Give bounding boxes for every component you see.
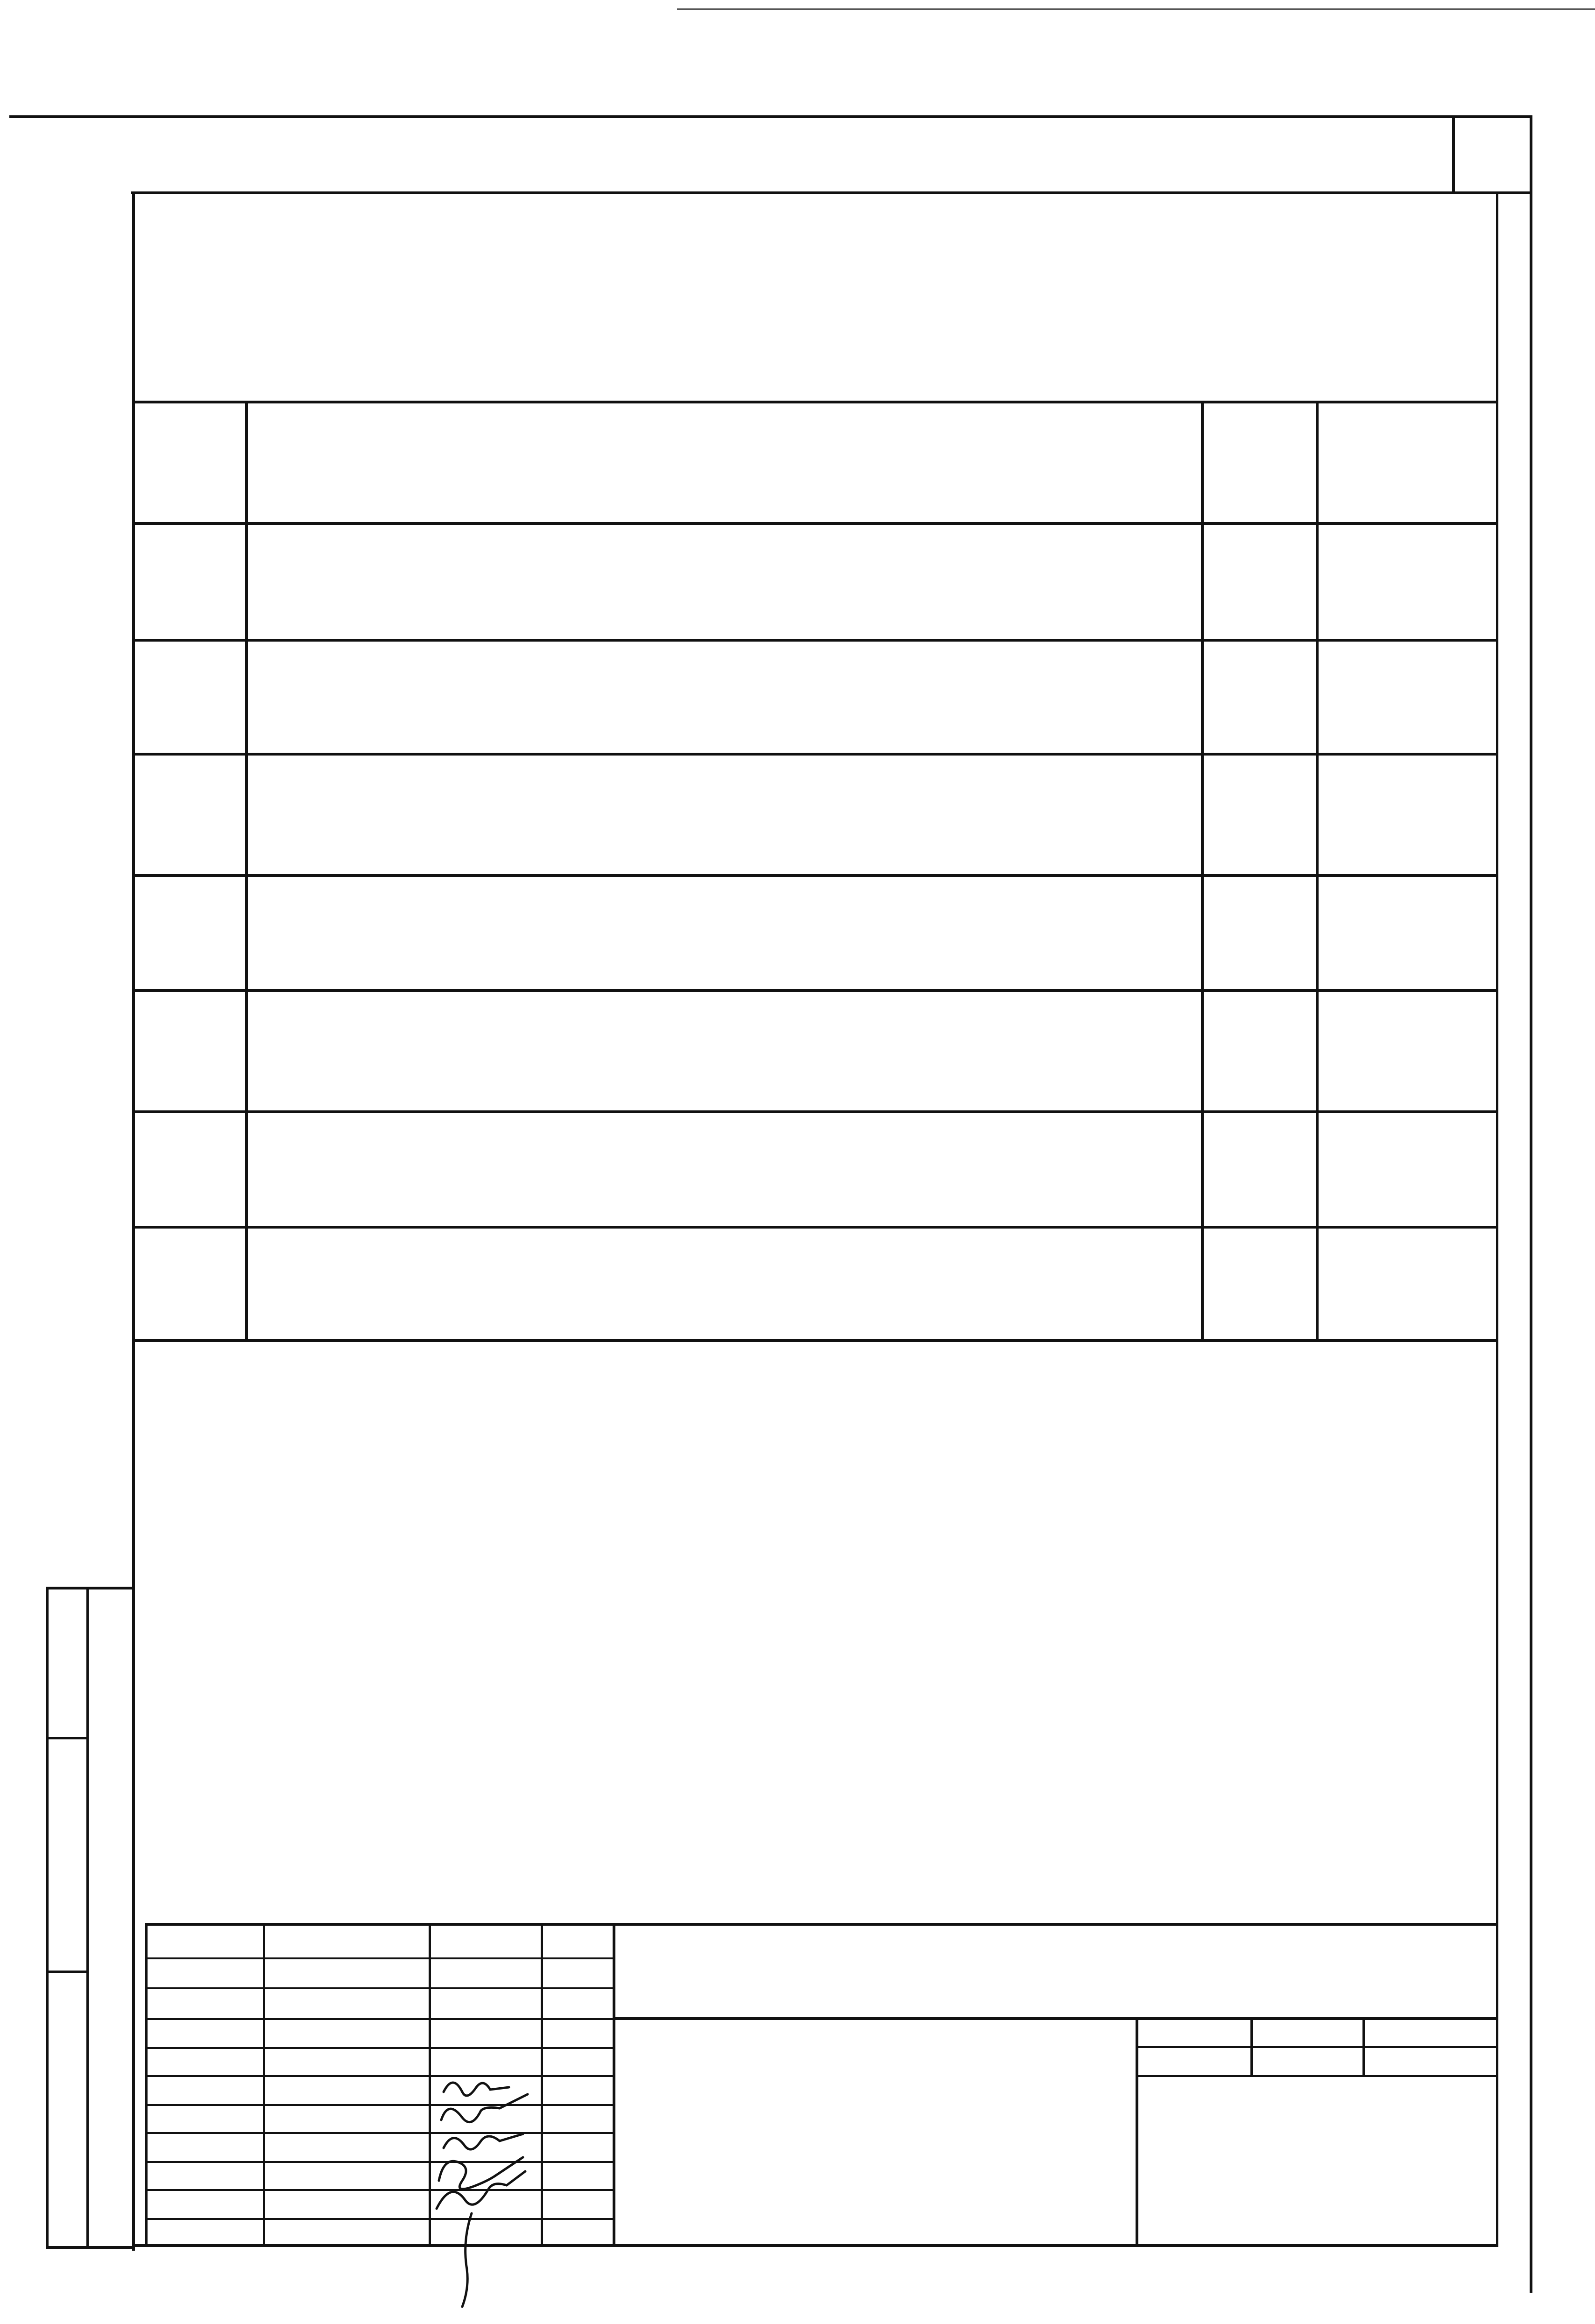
table-col-line-1	[245, 401, 248, 1341]
sheet-value	[1253, 2048, 1362, 2075]
row-2-pages	[1204, 756, 1316, 874]
drawing-title	[615, 2020, 1136, 2246]
row-1-pages	[1204, 642, 1316, 753]
frame-top	[9, 115, 1532, 118]
table-header-bottom-line	[132, 522, 1498, 525]
row-4-name	[261, 992, 1195, 1110]
organization	[1144, 2080, 1499, 2239]
row-1-number	[135, 642, 245, 753]
table-bottom-line	[132, 1339, 1498, 1342]
row-3-name	[261, 877, 1195, 989]
side-stamp-h1	[46, 1737, 89, 1739]
page-number-box-right	[1530, 117, 1532, 2293]
tb-left-h7	[145, 2132, 614, 2134]
tb-left-h9	[145, 2189, 614, 2191]
signatures-scribble	[430, 2073, 542, 2316]
table-row-line-5	[132, 1110, 1498, 1113]
sheets-value	[1365, 2048, 1498, 2075]
row-2-number	[135, 756, 245, 874]
tb-left-h5	[145, 2075, 614, 2077]
header-page	[1204, 403, 1316, 522]
tb-left-h10	[145, 2218, 614, 2220]
side-stamp-bottom	[46, 2246, 134, 2249]
tb-left-v1	[263, 1923, 265, 2247]
header-note	[1319, 403, 1496, 522]
row-4-pages	[1204, 992, 1316, 1110]
tb-left-h1	[145, 1957, 614, 1959]
tb-left-h3	[145, 2018, 614, 2020]
table-row-line-6	[132, 1226, 1498, 1229]
frame-right-inner	[1496, 191, 1498, 2246]
side-stamp-top	[46, 1587, 134, 1589]
tb-top	[145, 1923, 1498, 1926]
tb-left-h4	[145, 2047, 614, 2049]
row-2-name	[261, 756, 1195, 874]
side-stamp-h2	[46, 1971, 89, 1973]
tb-left-h8	[145, 2161, 614, 2163]
row-3-pages	[1204, 877, 1316, 989]
sheets-header	[1365, 2017, 1498, 2046]
stage-header	[1138, 2017, 1250, 2046]
page-number-box-bottom	[131, 191, 1531, 194]
side-stamp-left	[46, 1587, 49, 2249]
sheet-header	[1253, 2017, 1362, 2046]
row-4-number	[135, 992, 245, 1110]
tb-left-h2	[145, 1987, 614, 1989]
stage-value	[1138, 2048, 1194, 2075]
table-col-line-3	[1316, 401, 1319, 1341]
row-3-number	[135, 877, 245, 989]
tb-left	[145, 1923, 148, 2247]
tb-left-h6	[145, 2104, 614, 2106]
header-name	[248, 403, 1201, 522]
top-scan-line	[677, 8, 1595, 10]
header-number	[135, 403, 245, 522]
page-number	[1455, 117, 1530, 191]
row-1-name	[303, 642, 1191, 753]
side-stamp-divider	[86, 1587, 89, 2249]
tb-info-h2	[1136, 2075, 1498, 2077]
